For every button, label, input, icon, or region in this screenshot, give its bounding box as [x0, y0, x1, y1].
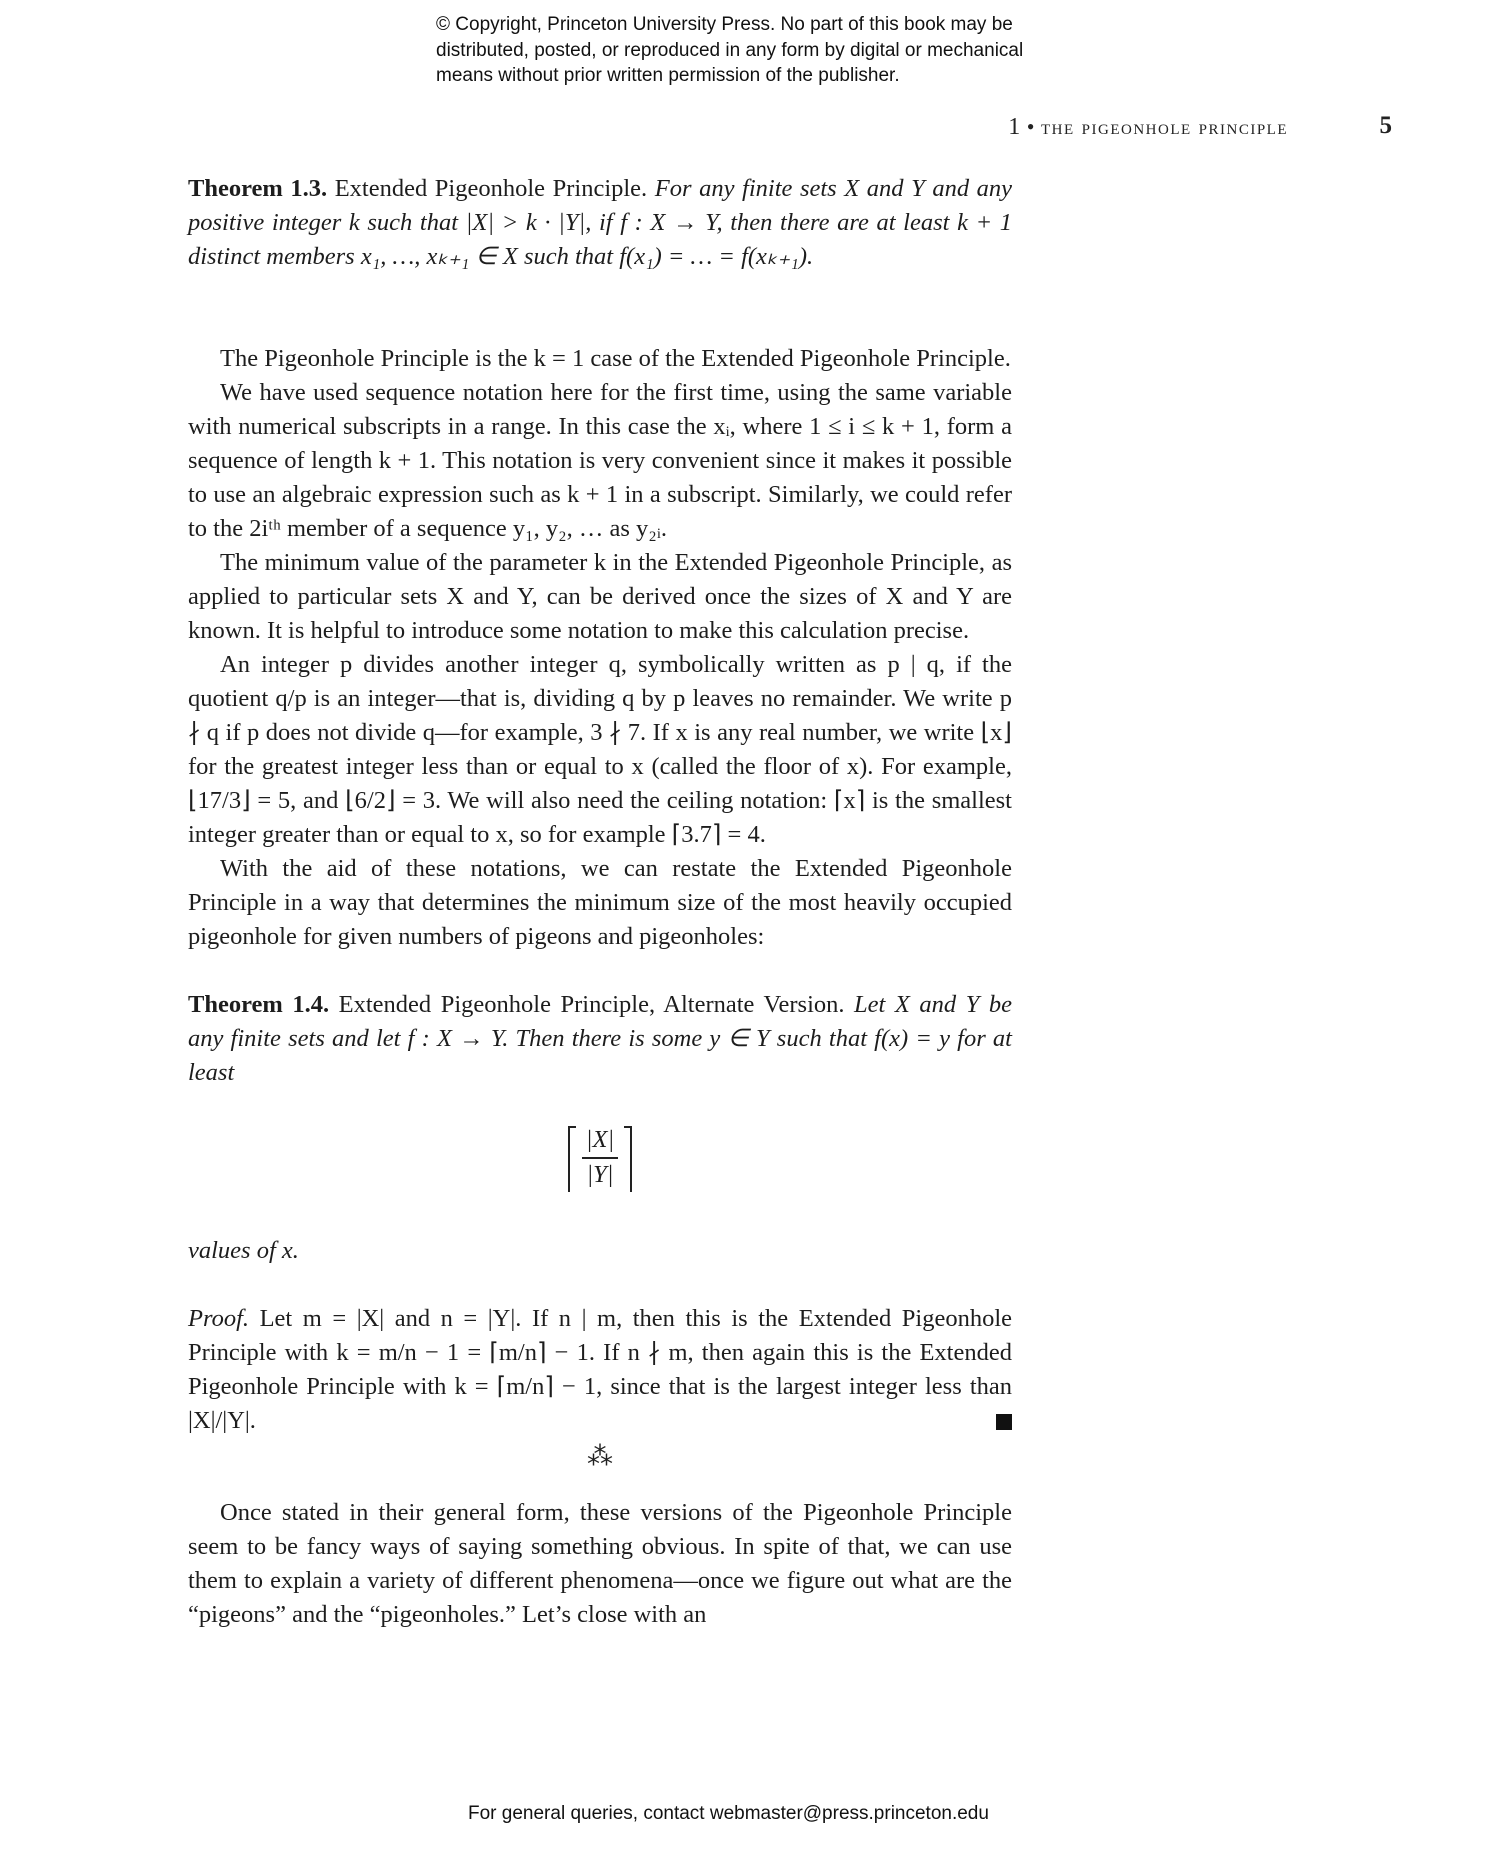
- proof-text: Let m = |X| and n = |Y|. If n | m, then this is the Extended Pigeonhole Principle with k = m/n − 1 = ⌈m/n⌉ − 1. If n ∤ m, then again this is the Extended Pigeonhole Principle with k = ⌈m/n⌉ − 1, since that is the largest integer less than |X|/|Y|.: [188, 1305, 1013, 1434]
- running-head: [188, 114, 1392, 144]
- fraction-numerator: |X|: [582, 1126, 618, 1159]
- theorem-name: Extended Pigeonhole Principle, Alternate Version.: [338, 991, 845, 1018]
- theorem-1-4: [188, 988, 1012, 1090]
- copyright-line: distributed, posted, or reproduced in any form by digital or mechanical: [436, 39, 1024, 61]
- theorem-name: Extended Pigeonhole Principle.: [334, 175, 648, 202]
- fraction-denominator: |Y|: [586, 1160, 614, 1188]
- qed-icon: [996, 1414, 1012, 1430]
- copyright-line: means without prior written permission of the publisher.: [436, 65, 900, 86]
- paragraph: The minimum value of the parameter k in the Extended Pigeonhole Principle, as applied to particular sets X and Y, can be derived once the sizes of X and Y are known. It is helpful to introduce some notation to make this calculation precise.: [188, 549, 1012, 644]
- copyright-line: © Copyright, Princeton University Press. No part of this book may be: [436, 14, 1013, 35]
- chapter-number: 1: [1008, 114, 1021, 140]
- paragraph: We have used sequence notation here for the first time, using the same variable with numerical subscripts in a range. In this case the xᵢ, where 1 ≤ i ≤ k + 1, form a sequence of length k + 1. This notation is very convenient since it makes it possible to use an algebraic expression such as k + 1 in a subscript. Similarly, we could refer to the 2iᵗʰ member of a sequence y₁, y₂, … as y₂ᵢ.: [188, 379, 1012, 542]
- theorem-statement: For any finite sets X and Y and any positive integer k such that |X| > k · |Y|, if f : X → Y, then there are at least k + 1 distinct members x₁, …, xₖ₊₁ ∈ X such that f(x₁) = … = f(xₖ₊₁).: [188, 175, 1013, 270]
- theorem-statement: Let X and Y be any finite sets and let f : X → Y. Then there is some y ∈ Y such that f(x) = y for at least: [188, 991, 1012, 1086]
- fraction: [582, 1126, 618, 1189]
- section-break-icon: ⁂: [587, 1442, 613, 1471]
- page-body: [188, 172, 1012, 1632]
- ceiling-fraction: [568, 1126, 632, 1192]
- chapter-heading: [1008, 114, 1288, 141]
- chapter-title: the pigeonhole principle: [1041, 114, 1288, 139]
- proof-label: Proof.: [188, 1305, 250, 1332]
- paragraph: With the aid of these notations, we can restate the Extended Pigeonhole Principle in a way that determines the minimum size of the most heavily occupied pigeonhole for given numbers of pigeons and pigeonholes:: [188, 855, 1012, 950]
- display-equation: [188, 1126, 1012, 1198]
- theorem-label: Theorem 1.4.: [188, 991, 330, 1018]
- proof: [188, 1302, 1012, 1438]
- paragraph: Once stated in their general form, these versions of the Pigeonhole Principle seem to be fancy ways of saying something obvious. In spite of that, we can use them to explain a variety of different phenomena—once we figure out what are the “pigeons” and the “pigeonholes.” Let’s close with an: [188, 1499, 1012, 1628]
- page-number: 5: [1379, 112, 1392, 139]
- theorem-1-3: [188, 172, 1012, 274]
- theorem-label: Theorem 1.3.: [188, 175, 328, 202]
- footer-contact: For general queries, contact webmaster@press.princeton.edu: [468, 1803, 989, 1824]
- theorem-statement-end: values of x.: [188, 1237, 299, 1264]
- paragraph: The Pigeonhole Principle is the k = 1 case of the Extended Pigeonhole Principle.: [220, 345, 1011, 372]
- paragraph: An integer p divides another integer q, symbolically written as p | q, if the quotient q/p is an integer—that is, dividing q by p leaves no remainder. We write p ∤ q if p does not divide q—for example, 3 ∤ 7. If x is any real number, we write ⌊x⌋ for the greatest integer less than or equal to x (called the floor of x). For example, ⌊17/3⌋ = 5, and ⌊6/2⌋ = 3. We will also need the ceiling notation: ⌈x⌉ is the smallest integer greater than or equal to x, so for example ⌈3.7⌉ = 4.: [188, 651, 1012, 848]
- bullet-icon: •: [1026, 114, 1035, 139]
- copyright-notice: [436, 12, 1136, 89]
